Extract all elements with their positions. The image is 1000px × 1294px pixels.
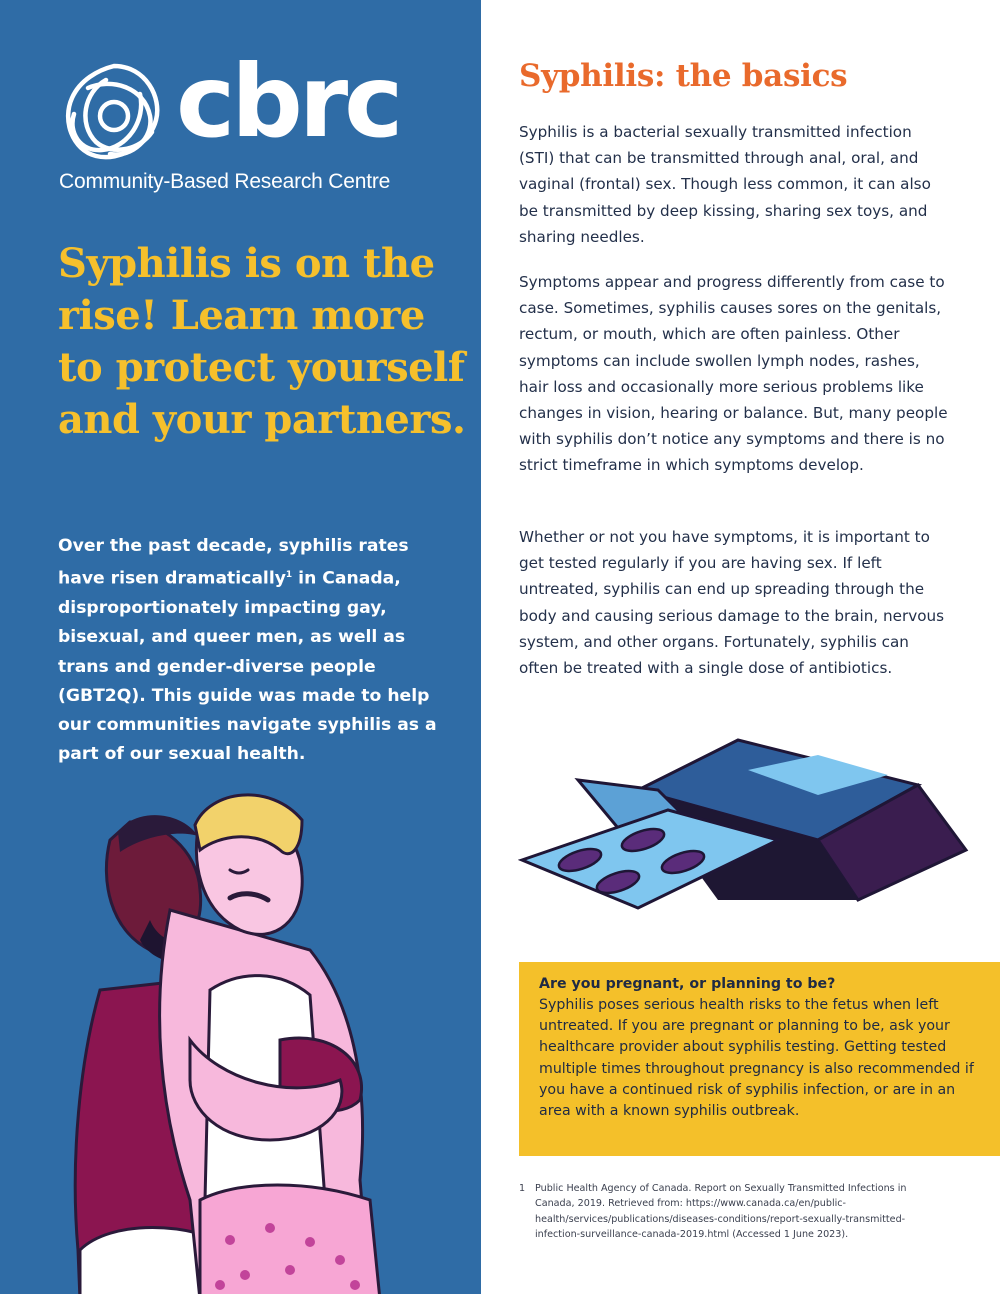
basics-paragraph-1: Syphilis is a bacterial sexually transmitted infection (STI) that can be transmitted through anal, oral, and vaginal (frontal) sex. Though less common, it can also be transmitted by deep kissing, sharing sex toys, and sharing needles. xyxy=(519,123,931,246)
pregnancy-callout xyxy=(519,962,1000,1156)
hero-intro xyxy=(58,532,458,769)
section-title: Syphilis: the basics xyxy=(519,58,848,94)
hero-headline: Syphilis is on the rise! Learn more to protect yourself and your partners. xyxy=(58,240,466,443)
embracing-couple-illustration xyxy=(40,780,460,1294)
basics-paragraph-3: Whether or not you have symptoms, it is important to get tested regularly if you are having sex. If left untreated, syphilis can end up spreading through the body and causing serious damage to the brain, nervous system, and other organs. Fortunately, syphilis can often be treated with a single dose of antibiotics. xyxy=(519,528,945,678)
footnote-number: 1 xyxy=(519,1183,526,1194)
callout-title: Are you pregnant, or planning to be? xyxy=(539,976,836,992)
footnote-reference[interactable]: 1 xyxy=(285,570,293,581)
basics-paragraph-2: Symptoms appear and progress differently from case to case. Sometimes, syphilis causes sores on the genitals, rectum, or mouth, which are often painless. Other symptoms can include swollen lymph nodes, rashes, hair loss and occasionally more serious problems like changes in vision, hearing or balance. But, many people with syphilis don’t notice any symptoms and there is no strict timeframe in which symptoms develop. xyxy=(519,273,948,475)
logo-wordmark: cbrc xyxy=(176,43,400,160)
triad-logo-icon xyxy=(58,58,170,170)
hero-intro-text-continued: in Canada, disproportionately impacting gay, bisexual, and queer men, as well as trans and gender-diverse people (GBT2Q). This guide was made to help our communities navigate syphilis as a part of our sexual health. xyxy=(58,568,437,765)
callout-body: Syphilis poses serious health risks to the fetus when left untreated. If you are pregnant or planning to be, ask your healthcare provider about syphilis testing. Getting tested multiple times throughout pregnancy is also recommended if you have a continued risk of syphilis infection, or are in an area with a known syphilis outbreak. xyxy=(539,997,974,1120)
org-name: Community-Based Research Centre xyxy=(59,170,391,193)
hero-intro-text: Over the past decade, syphilis rates have risen dramatically xyxy=(58,536,409,589)
antibiotic-pills-illustration xyxy=(518,730,978,930)
left-panel xyxy=(0,0,481,1294)
footnote-text: Public Health Agency of Canada. Report on Sexually Transmitted Infections in Canada, 2019. Retrieved from: https://www.canada.ca/en/public-health/services/publications/diseases-conditions/report-sexually-transmitted-infection-surveillance-canada-2019.html (Accessed 1 June 2023). xyxy=(535,1183,907,1240)
cbrc-logo xyxy=(58,43,458,198)
footnote xyxy=(519,1181,939,1242)
